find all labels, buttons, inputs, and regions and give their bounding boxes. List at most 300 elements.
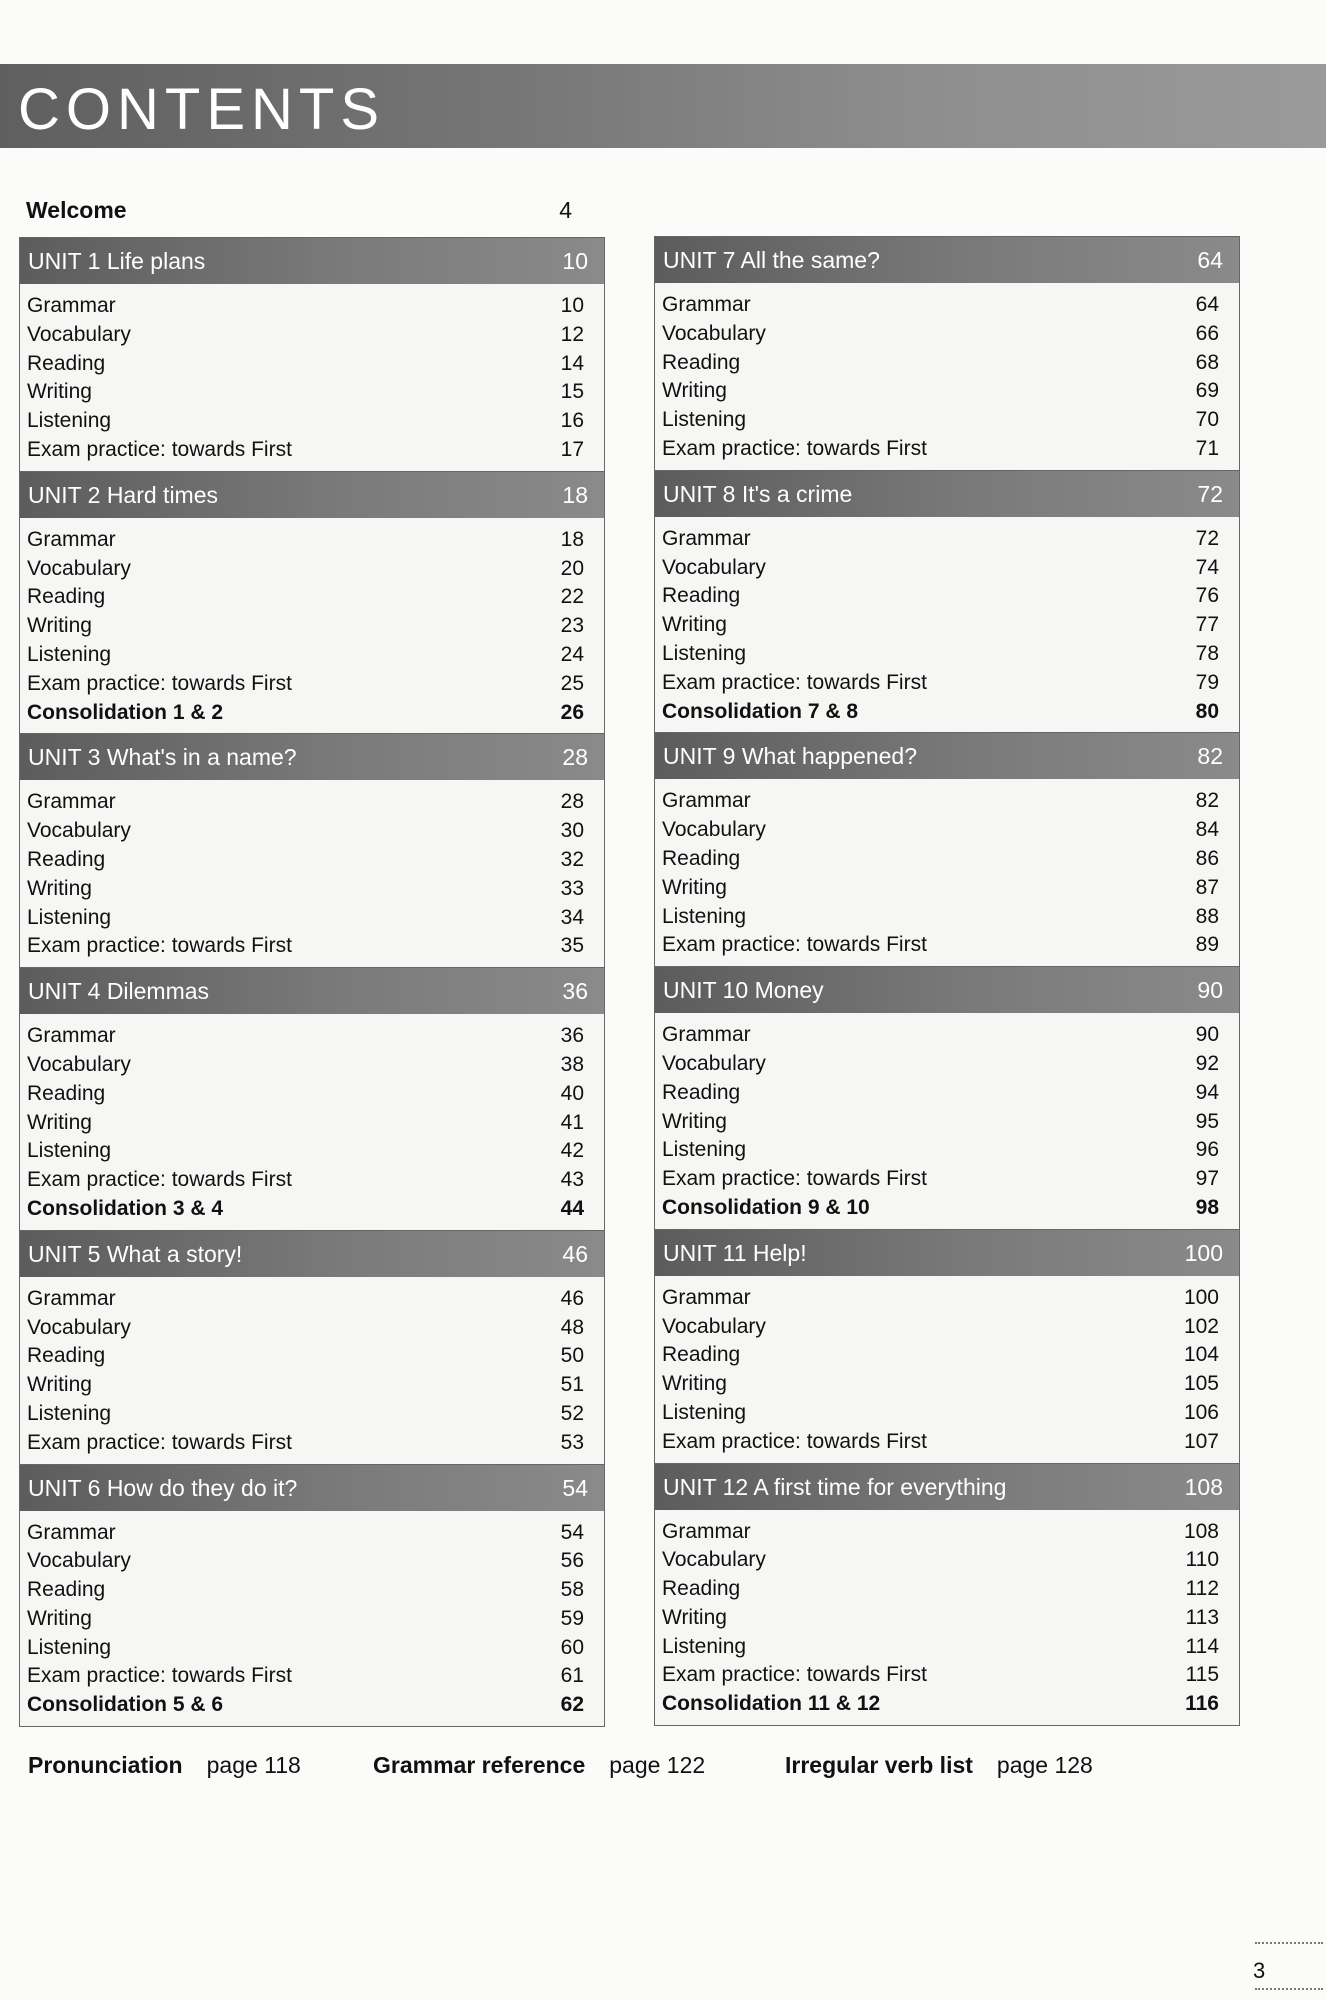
unit-title: UNIT 7 All the same? [663,247,880,273]
section-page: 14 [560,351,584,375]
unit-header[interactable] [20,968,604,1014]
section-page: 97 [1195,1167,1219,1191]
footer-grammar-reference-page: page 122 [609,1752,706,1778]
section-label: Consolidation 11 & 12 [662,1692,881,1716]
section-page: 105 [1183,1372,1219,1396]
section-entry[interactable] [20,1080,604,1109]
section-label: Reading [27,1344,106,1368]
section-entry[interactable] [20,670,604,699]
section-page: 38 [560,1052,584,1076]
unit-title: UNIT 5 What a story! [28,1240,243,1267]
section-entry[interactable] [655,406,1239,435]
section-entry[interactable] [655,1518,1239,1547]
consolidation-entry[interactable] [20,699,604,728]
section-page: 48 [560,1315,584,1339]
unit-header[interactable] [655,1230,1239,1276]
section-entry[interactable] [20,1022,604,1051]
section-page: 51 [560,1373,584,1397]
section-page: 98 [1195,1195,1219,1219]
section-page: 23 [560,614,584,638]
section-entry[interactable] [655,435,1239,464]
section-page: 52 [560,1401,584,1425]
section-label: Writing [662,1109,727,1133]
unit-page: 54 [562,1474,588,1501]
section-label: Reading [662,1080,741,1104]
section-entry[interactable] [20,1662,604,1691]
section-page: 62 [560,1693,584,1717]
section-page: 22 [560,585,584,609]
footer-grammar-reference-label: Grammar reference [373,1752,586,1778]
section-entry[interactable] [20,612,604,641]
unit-title: UNIT 8 It's a crime [663,480,853,507]
section-page: 70 [1195,408,1219,432]
section-label: Writing [662,1605,727,1629]
unit-title: UNIT 2 Hard times [28,481,219,508]
footer-irregular-verb-list[interactable] [785,1752,1093,1779]
section-label: Listening [27,1139,112,1163]
section-label: Grammar [27,294,116,317]
consolidation-entry[interactable] [655,1194,1239,1223]
section-entry[interactable] [655,1021,1239,1050]
section-label: Reading [662,846,741,870]
section-entry[interactable] [20,1342,604,1371]
section-page: 82 [1195,789,1219,813]
section-entry[interactable] [655,669,1239,698]
unit-block [19,1465,605,1728]
section-page: 10 [560,294,584,317]
section-label: Vocabulary [27,1052,131,1076]
footer-irregular-verb-list-page: page 128 [996,1752,1093,1778]
unit-page: 10 [562,248,588,274]
section-label: Exam practice: towards First [662,436,927,460]
section-entry[interactable] [20,1371,604,1400]
section-label: Vocabulary [27,1315,131,1339]
section-page: 110 [1185,1548,1219,1572]
section-entry[interactable] [655,1313,1239,1342]
section-page: 89 [1195,933,1219,957]
section-page: 88 [1195,904,1219,928]
consolidation-entry[interactable] [655,1690,1239,1719]
section-entry[interactable] [20,1634,604,1663]
unit-title: UNIT 4 Dilemmas [28,978,210,1005]
section-label: Listening [27,1401,112,1425]
unit-header[interactable] [20,1231,604,1277]
section-label: Grammar [662,526,751,550]
unit-page: 90 [1197,977,1223,1004]
page-title: CONTENTS [18,77,385,142]
section-label: Writing [27,876,92,900]
section-label: Listening [662,1400,747,1424]
section-label: Exam practice: towards First [662,1663,927,1687]
section-label: Vocabulary [662,818,766,842]
section-page: 40 [560,1081,584,1105]
section-page: 42 [560,1139,584,1163]
section-entry[interactable] [20,1400,604,1429]
section-label: Grammar [27,1520,116,1544]
section-page: 71 [1195,436,1219,460]
contents-header [0,64,1326,148]
section-entry[interactable] [655,377,1239,406]
consolidation-entry[interactable] [655,698,1239,727]
section-entry[interactable] [20,641,604,670]
section-page: 106 [1183,1400,1219,1424]
section-label: Grammar [662,789,751,813]
section-entry[interactable] [655,1546,1239,1575]
section-entry[interactable] [655,816,1239,845]
section-entry[interactable] [655,874,1239,903]
section-label: Exam practice: towards First [27,437,292,461]
unit-block [654,471,1240,734]
section-entry[interactable] [20,407,604,436]
section-page: 60 [560,1635,584,1659]
section-entry[interactable] [655,1428,1239,1457]
section-page: 113 [1185,1605,1219,1629]
section-entry[interactable] [655,903,1239,932]
footer-grammar-reference[interactable] [373,1752,705,1779]
section-label: Reading [662,584,741,608]
section-label: Vocabulary [27,1549,131,1573]
section-label: Vocabulary [662,555,766,579]
section-label: Consolidation 1 & 2 [27,700,224,724]
section-page: 68 [1195,350,1219,374]
section-label: Listening [662,1138,747,1162]
section-page: 34 [560,905,584,929]
section-entry[interactable] [20,555,604,584]
section-page: 58 [560,1578,584,1602]
section-label: Exam practice: towards First [662,933,927,957]
section-label: Reading [27,1578,106,1602]
section-entry[interactable] [655,1633,1239,1662]
unit-sections [20,284,604,471]
section-page: 102 [1183,1314,1219,1338]
unit-sections [20,1014,604,1230]
unit-sections [655,779,1239,966]
unit-page: 82 [1197,743,1223,770]
section-label: Reading [662,350,741,374]
footer-pronunciation-page: page 118 [206,1752,301,1778]
section-label: Listening [27,905,112,929]
section-label: Reading [662,1577,741,1601]
section-entry[interactable] [20,1137,604,1166]
section-page: 15 [560,380,584,404]
section-page: 56 [560,1549,584,1573]
unit-header[interactable] [655,237,1239,283]
section-entry[interactable] [655,1165,1239,1194]
section-label: Grammar [27,1286,116,1310]
unit-sections [20,1511,604,1727]
section-entry[interactable] [655,1079,1239,1108]
unit-page: 100 [1184,1239,1223,1266]
section-page: 54 [560,1520,584,1544]
section-entry[interactable] [655,1604,1239,1633]
section-entry[interactable] [20,1605,604,1634]
section-label: Exam practice: towards First [662,670,927,694]
section-entry[interactable] [655,1108,1239,1137]
unit-block [654,733,1240,967]
section-label: Writing [27,1373,92,1397]
section-page: 53 [560,1430,584,1454]
page-number-rule-bottom [1255,1988,1323,1990]
section-label: Writing [662,1372,727,1396]
unit-sections [20,1277,604,1464]
consolidation-entry[interactable] [20,1691,604,1720]
section-entry[interactable] [655,1661,1239,1690]
section-label: Exam practice: towards First [27,1664,292,1688]
unit-block [19,237,605,472]
section-entry[interactable] [655,1284,1239,1313]
section-page: 78 [1195,641,1219,665]
section-page: 44 [560,1196,584,1220]
section-page: 46 [560,1286,584,1310]
section-label: Writing [662,379,727,403]
section-entry[interactable] [20,292,604,321]
unit-header[interactable] [20,238,604,284]
section-label: Consolidation 7 & 8 [662,699,859,723]
section-entry[interactable] [20,1519,604,1548]
unit-title: UNIT 12 A first time for everything [663,1473,1007,1500]
section-entry[interactable] [20,321,604,350]
section-label: Vocabulary [27,556,131,580]
unit-header[interactable] [655,967,1239,1013]
unit-block [19,472,605,735]
contents-column-left [19,237,605,1727]
unit-page: 108 [1184,1473,1223,1500]
section-label: Listening [662,1634,747,1658]
section-page: 24 [560,642,584,666]
section-entry[interactable] [655,1370,1239,1399]
unit-title: UNIT 10 Money [663,977,824,1004]
unit-header[interactable] [20,734,604,780]
section-page: 26 [560,700,584,724]
footer-irregular-verb-list-label: Irregular verb list [785,1752,973,1778]
section-page: 36 [560,1024,584,1048]
section-label: Writing [27,380,92,404]
section-page: 41 [560,1110,584,1134]
section-page: 64 [1195,293,1219,316]
section-entry[interactable] [20,846,604,875]
section-label: Consolidation 9 & 10 [662,1195,870,1219]
section-label: Listening [27,409,112,433]
unit-page: 72 [1197,480,1223,507]
unit-sections [20,518,604,734]
section-label: Grammar [662,1285,751,1309]
section-page: 76 [1195,584,1219,608]
section-label: Grammar [27,1024,116,1048]
section-entry[interactable] [655,349,1239,378]
section-entry[interactable] [655,1050,1239,1079]
section-entry[interactable] [20,378,604,407]
section-label: Consolidation 3 & 4 [27,1196,224,1220]
section-entry[interactable] [20,1314,604,1343]
section-entry[interactable] [655,291,1239,320]
section-page: 87 [1195,875,1219,899]
section-page: 96 [1195,1138,1219,1162]
section-entry[interactable] [655,1136,1239,1165]
section-label: Exam practice: towards First [27,671,292,695]
page-number-rule-top [1255,1942,1323,1944]
unit-sections [655,1510,1239,1726]
section-page: 77 [1195,613,1219,637]
unit-block [654,967,1240,1230]
consolidation-entry[interactable] [20,1195,604,1224]
section-page: 114 [1185,1634,1219,1658]
welcome-entry[interactable] [26,197,572,231]
section-label: Exam practice: towards First [662,1167,927,1191]
unit-header[interactable] [20,1465,604,1511]
section-page: 115 [1185,1663,1219,1687]
unit-title: UNIT 6 How do they do it? [28,1474,298,1501]
section-entry[interactable] [20,1166,604,1195]
footer-pronunciation-label: Pronunciation [28,1752,183,1778]
section-entry[interactable] [20,932,604,961]
section-page: 94 [1195,1080,1219,1104]
section-page: 50 [560,1344,584,1368]
section-entry[interactable] [655,845,1239,874]
section-entry[interactable] [20,788,604,817]
section-entry[interactable] [655,582,1239,611]
section-entry[interactable] [655,1399,1239,1428]
section-entry[interactable] [655,1341,1239,1370]
unit-header[interactable] [655,733,1239,779]
page-number: 3 [1253,1958,1266,1983]
section-page: 43 [560,1168,584,1192]
section-entry[interactable] [20,526,604,555]
section-page: 28 [560,790,584,814]
section-entry[interactable] [655,787,1239,816]
section-label: Exam practice: towards First [27,1430,292,1454]
footer-pronunciation[interactable] [28,1752,301,1779]
unit-block [654,1230,1240,1464]
unit-block [19,1231,605,1465]
welcome-page: 4 [559,197,572,223]
section-entry[interactable] [20,1429,604,1458]
unit-sections [655,1276,1239,1463]
section-entry[interactable] [20,1576,604,1605]
unit-title: UNIT 9 What happened? [663,743,918,770]
section-entry[interactable] [655,320,1239,349]
section-page: 79 [1195,670,1219,694]
section-entry[interactable] [20,904,604,933]
unit-block [654,1464,1240,1727]
unit-header[interactable] [20,472,604,518]
section-label: Grammar [27,527,116,551]
section-entry[interactable] [655,640,1239,669]
section-entry[interactable] [655,525,1239,554]
section-page: 116 [1185,1692,1219,1716]
section-page: 90 [1195,1023,1219,1047]
section-page: 17 [560,437,584,461]
section-entry[interactable] [20,1051,604,1080]
section-entry[interactable] [20,1109,604,1138]
section-entry[interactable] [20,350,604,379]
unit-page: 46 [562,1240,588,1267]
section-label: Writing [27,1110,92,1134]
unit-header[interactable] [655,471,1239,517]
unit-page: 36 [562,978,588,1005]
section-entry[interactable] [20,817,604,846]
section-entry[interactable] [655,931,1239,960]
unit-title: UNIT 1 Life plans [28,248,206,274]
unit-sections [20,780,604,967]
section-label: Vocabulary [662,1051,766,1075]
section-label: Reading [27,1081,106,1105]
section-entry[interactable] [655,1575,1239,1604]
section-label: Exam practice: towards First [27,934,292,958]
section-label: Reading [27,585,106,609]
section-page: 30 [560,819,584,843]
section-label: Vocabulary [27,322,131,346]
section-page: 104 [1183,1343,1219,1367]
section-page: 18 [560,527,584,551]
section-page: 61 [560,1664,584,1688]
section-label: Exam practice: towards First [27,1168,292,1192]
section-label: Listening [27,642,112,666]
section-label: Reading [27,351,106,375]
section-page: 16 [560,409,584,433]
section-page: 66 [1195,321,1219,345]
section-page: 112 [1185,1577,1219,1601]
section-label: Reading [662,1343,741,1367]
section-label: Exam practice: towards First [662,1429,927,1453]
section-label: Writing [27,1606,92,1630]
section-label: Vocabulary [662,321,766,345]
unit-page: 28 [562,744,588,771]
section-entry[interactable] [20,1547,604,1576]
section-label: Writing [27,614,92,638]
section-entry[interactable] [655,611,1239,640]
section-label: Vocabulary [27,819,131,843]
section-page: 95 [1195,1109,1219,1133]
section-page: 35 [560,934,584,958]
section-page: 92 [1195,1051,1219,1075]
unit-page: 18 [562,481,588,508]
section-page: 80 [1195,699,1219,723]
section-page: 100 [1183,1285,1219,1309]
section-page: 12 [560,322,584,346]
section-page: 33 [560,876,584,900]
unit-sections [655,283,1239,470]
unit-block [654,236,1240,471]
unit-page: 64 [1197,247,1223,273]
section-page: 107 [1183,1429,1219,1453]
section-entry[interactable] [20,583,604,612]
section-page: 72 [1195,526,1219,550]
section-page: 59 [560,1606,584,1630]
unit-header[interactable] [655,1464,1239,1510]
section-entry[interactable] [20,875,604,904]
section-label: Listening [27,1635,112,1659]
unit-block [19,734,605,968]
unit-block [19,968,605,1231]
section-label: Reading [27,847,106,871]
footer-references [0,1752,1326,1792]
section-label: Listening [662,408,747,432]
unit-title: UNIT 3 What's in a name? [28,744,297,771]
section-label: Grammar [27,790,116,814]
section-page: 108 [1183,1519,1219,1543]
section-page: 25 [560,671,584,695]
section-page: 84 [1195,818,1219,842]
section-page: 86 [1195,846,1219,870]
section-label: Vocabulary [662,1314,766,1338]
unit-sections [655,517,1239,733]
section-entry[interactable] [20,1285,604,1314]
welcome-label: Welcome [26,197,127,223]
section-entry[interactable] [20,436,604,465]
section-label: Writing [662,875,727,899]
section-entry[interactable] [655,554,1239,583]
contents-column-right [654,236,1240,1726]
